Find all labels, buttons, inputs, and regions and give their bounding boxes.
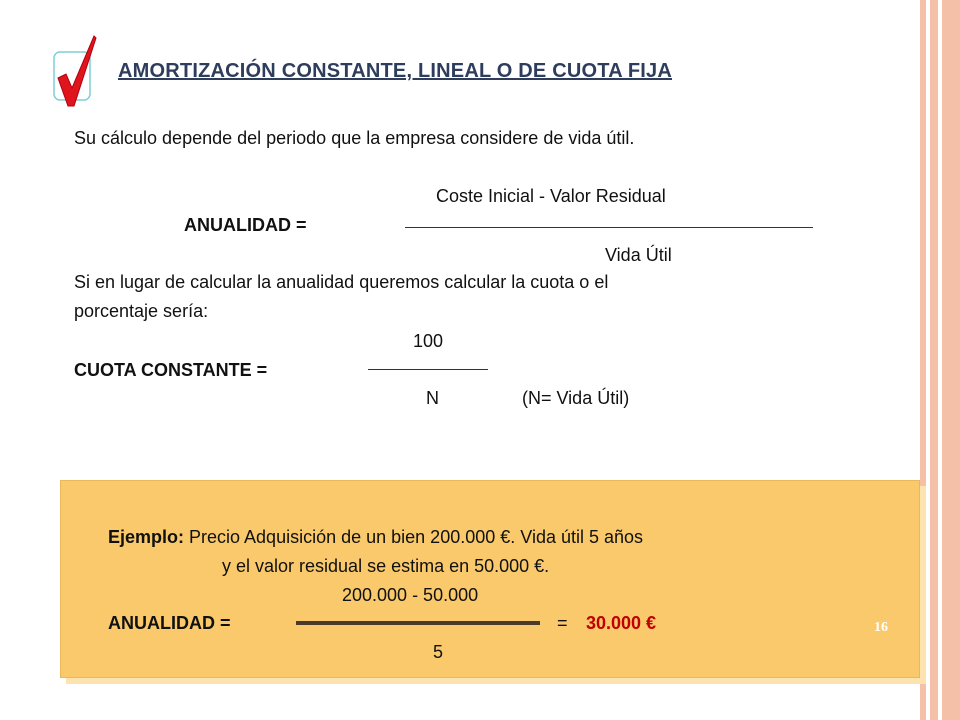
page-number: 16 (874, 620, 888, 635)
formula2-fraction-line (368, 369, 488, 370)
paragraph-line1: Si en lugar de calcular la anualidad queremos calcular la cuota o el (74, 272, 609, 292)
formula1-numerator: Coste Inicial - Valor Residual (436, 186, 666, 206)
example-box (60, 480, 920, 678)
example-fraction-line (296, 621, 540, 625)
page-title: AMORTIZACIÓN CONSTANTE, LINEAL O DE CUOTA FIJA (118, 60, 673, 82)
example-line2: y el valor residual se estima en 50.000 €. (222, 556, 550, 576)
example-line1 (108, 527, 643, 548)
example-equals: = (557, 613, 568, 633)
intro-text: Su cálculo depende del periodo que la empresa considere de vida útil. (74, 128, 635, 148)
example-label: ANUALIDAD = (108, 613, 231, 633)
example-line1-text: Precio Adquisición de un bien 200.000 €. Vida útil 5 años (184, 527, 644, 547)
example-prefix: Ejemplo: (108, 527, 185, 547)
border-stripe-3 (942, 0, 960, 720)
formula1-fraction-line (405, 227, 813, 228)
example-result: 30.000 € (586, 613, 657, 633)
formula1-label: ANUALIDAD = (184, 215, 307, 235)
border-stripe-2 (930, 0, 938, 720)
formula2-note: (N= Vida Útil) (522, 388, 630, 408)
border-stripe-1 (920, 0, 926, 720)
checkmark-icon (50, 32, 102, 108)
example-numerator: 200.000 - 50.000 (342, 585, 479, 605)
formula2-label: CUOTA CONSTANTE = (74, 360, 268, 380)
example-denominator: 5 (433, 642, 444, 662)
formula2-numerator: 100 (413, 331, 444, 351)
formula1-denominator: Vida Útil (605, 245, 672, 265)
formula2-denominator: N (426, 388, 439, 408)
paragraph-line2: porcentaje sería: (74, 301, 209, 321)
